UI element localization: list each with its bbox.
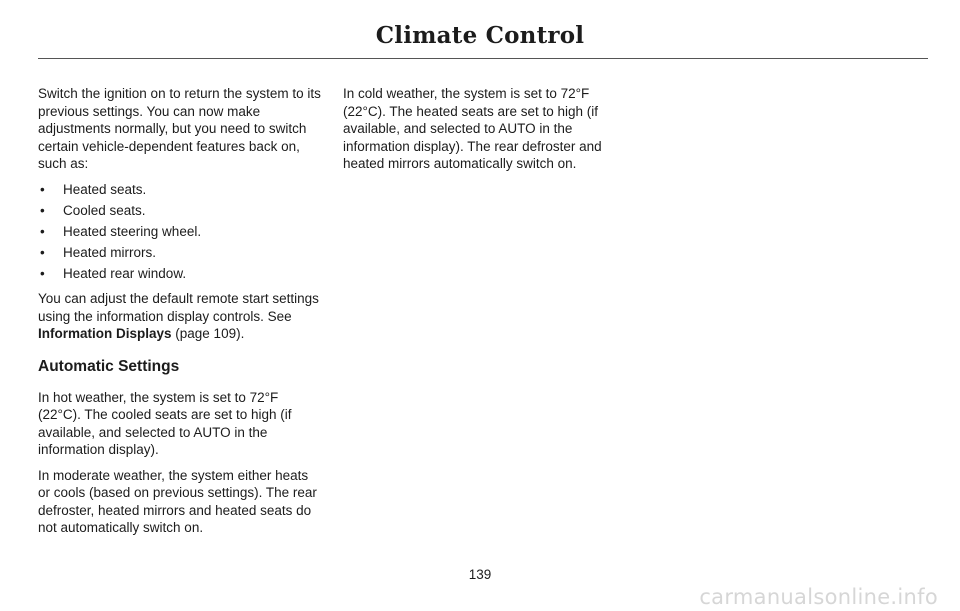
adjust-settings-text: You can adjust the default remote start settings using the information display controls. See	[38, 291, 319, 324]
bullet-icon: •	[40, 181, 45, 197]
list-item-text: Heated steering wheel.	[63, 223, 202, 239]
hot-weather-paragraph: In hot weather, the system is set to 72°F (22°C). The cooled seats are set to high (if available, and selected to AUTO in the information display).	[38, 389, 292, 457]
list-item	[38, 202, 323, 220]
list-item-text: Cooled seats.	[63, 202, 146, 218]
list-item-text: Heated seats.	[63, 181, 147, 197]
moderate-weather-paragraph: In moderate weather, the system either heats or cools (based on previous settings). The rear defroster, heated mirrors and heated seats do not automatically switch on.	[38, 467, 317, 535]
right-column	[343, 85, 628, 181]
left-column	[38, 85, 323, 545]
watermark-text: carmanualsonline.info	[699, 585, 938, 609]
information-displays-link[interactable]: Information Displays	[38, 326, 172, 341]
list-item	[38, 244, 323, 262]
cold-weather-paragraph: In cold weather, the system is set to 72°F (22°C). The heated seats are set to high (if available, and selected to AUTO in the information display). The rear defroster and heated mirrors automatically switch on.	[343, 86, 602, 171]
list-item-text: Heated mirrors.	[63, 244, 157, 260]
intro-paragraph: Switch the ignition on to return the system to its previous settings. You can now make adjustments normally, but you need to switch certain vehicle-dependent features back on, such as:	[38, 86, 321, 171]
xref-page-reference: (page 109).	[171, 326, 245, 341]
list-item	[38, 223, 323, 241]
page-number: 139	[468, 567, 492, 582]
adjust-settings-paragraph	[38, 290, 323, 343]
bullet-icon: •	[40, 202, 45, 218]
section-heading-automatic-settings: Automatic Settings	[38, 357, 180, 375]
list-item	[38, 181, 323, 199]
bullet-icon: •	[40, 244, 45, 260]
bullet-icon: •	[40, 265, 45, 281]
list-item	[38, 265, 323, 283]
page-title: Climate Control	[375, 22, 585, 49]
bullet-icon: •	[40, 223, 45, 239]
header-divider	[38, 58, 928, 59]
list-item-text: Heated rear window.	[63, 265, 187, 281]
feature-list	[38, 181, 323, 283]
